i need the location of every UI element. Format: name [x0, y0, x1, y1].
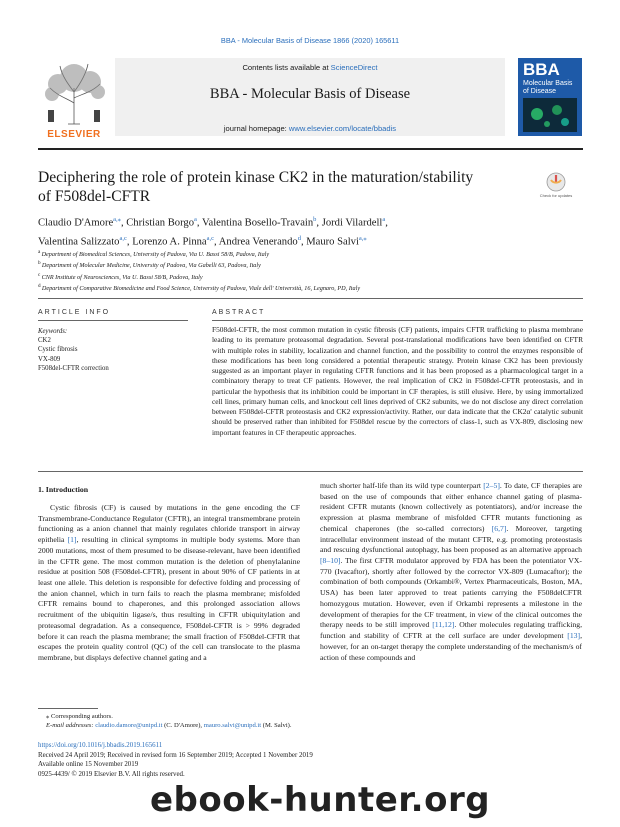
body-column-right	[320, 481, 582, 663]
body-column-left	[38, 503, 300, 664]
author-separator: ,	[385, 217, 388, 229]
email-owner: (M. Salvi).	[261, 722, 292, 730]
affiliation-text: Department of Comparative Biomedicine and Food Science, University of Padova, Viale dell' Università, 16, Legnaro, PD, Italy	[41, 285, 361, 293]
author-name[interactable]: Jordi Vilardell	[321, 217, 383, 229]
watermark: ebook-hunter.org	[150, 780, 491, 820]
author-name[interactable]: Valentina Salizzato	[38, 236, 120, 248]
journal-name: BBA - Molecular Basis of Disease	[209, 86, 411, 102]
elsevier-logo[interactable]	[38, 58, 110, 140]
copyright: 0925-4439/ © 2019 Elsevier B.V. All rights reserved.	[38, 770, 185, 778]
reference-link[interactable]: [13]	[567, 631, 581, 641]
abstract-bottom-rule	[38, 471, 583, 472]
author-name[interactable]: Valentina Bosello-Travain	[202, 217, 314, 229]
check-for-updates-badge[interactable]	[540, 170, 572, 202]
keywords-block	[38, 327, 188, 373]
author-affiliation-marker[interactable]: a	[194, 216, 197, 223]
author-affiliation-marker[interactable]: a	[382, 216, 386, 223]
author-line-2	[38, 231, 583, 250]
text-span: . Other molecules regulating trafficking, function and stability of CFTR at the cell surface are under development	[320, 620, 582, 641]
author-affiliation-marker[interactable]: b	[313, 216, 317, 223]
author-list	[38, 212, 583, 249]
publication-info	[38, 741, 583, 779]
author-separator: ,	[214, 236, 219, 248]
abstract-heading: ABSTRACT	[212, 309, 266, 316]
author-affiliation-marker[interactable]: a,⁎	[113, 216, 121, 223]
author-separator: ,	[120, 217, 127, 229]
email-link[interactable]: claudio.damore@unipd.it	[95, 722, 163, 730]
abstract-rule	[212, 320, 583, 321]
author-line-1	[38, 212, 583, 231]
introduction-heading: 1. Introduction	[38, 485, 89, 494]
header-divider	[38, 148, 583, 150]
abstract-text: F508del-CFTR, the most common mutation in cystic fibrosis (CF) patients, impairs CFTR trafficking to plasma membrane leading to its premature proteasomal degradation. Several post-translational modifications have been identified on CFTR with multiple roles in stability, localization and channel function, and the possibility to control the enzymes responsible of these modifications has been long considered a potential therapeutic strategy. Protein kinase CK2 has been previously suggested as an important player in regulating CFTR functions and it has been proposed as a pharmacological target in a combinatory therapy to treat CF patients. However, the real implication of CK2 in F508del-CFTR proteostasis, and in particular the hypothesis that its inhibition could be important in CF therapies, is still elusive. Here, by using immortalized cell lines, primary human cells, and knockout cell lines deprived of CK2 subunits, we do not disclose any direct correlation between F508del-CFTR proteostasis and CK2 expression/activity. Rather, our data indicate that the CK2α' catalytic subunit should be preserved rather than inhibited for F508del rescue by the correctors of class-1, such as VX-809, disclosing new important features in CF therapeutic approaches.	[212, 325, 583, 437]
journal-homepage	[115, 124, 505, 133]
corresponding-note: ⁎ Corresponding authors.	[46, 713, 113, 720]
contents-prefix: Contents lists available at	[242, 63, 331, 72]
affiliation-marker: c	[38, 271, 42, 278]
affiliation-marker: a	[38, 249, 42, 255]
keyword: CK2	[38, 337, 51, 345]
journal-cover[interactable]	[518, 58, 582, 136]
author-affiliation-marker[interactable]: a,c	[206, 234, 215, 242]
author-separator: ,	[126, 236, 133, 248]
author-affiliation-marker[interactable]: d	[297, 234, 301, 242]
contents-line	[115, 63, 505, 72]
keyword: VX-809	[38, 355, 61, 363]
reference-link[interactable]: [6,7]	[491, 523, 507, 533]
text-span: . Moreover, targeting intracellular environment instead of the mutant CFTR, e.g. promoting proteostasis and rescuing dysfunctional autophagy, has been proposed as an alternative approach	[320, 523, 583, 555]
cover-subtitle: Molecular Basis of Disease	[523, 80, 573, 95]
affiliation	[38, 259, 583, 270]
email-line	[38, 721, 583, 730]
email-label: E-mail addresses:	[46, 722, 96, 730]
journal-citation[interactable]: BBA - Molecular Basis of Disease 1866 (2020) 165611	[220, 36, 400, 45]
author-affiliation-marker[interactable]: a,c	[119, 234, 127, 242]
footnotes	[38, 712, 583, 730]
keyword: F508del-CFTR correction	[38, 364, 109, 372]
author-name[interactable]: Mauro Salvi	[306, 236, 359, 248]
cover-title: BBA	[523, 60, 560, 79]
affiliation	[38, 271, 583, 282]
article-info-heading: ARTICLE INFO	[38, 309, 111, 316]
text-span: , however, for an on-target therapy the complete understanding of the mechanism/s of action of these compounds and	[320, 631, 582, 662]
text-span: . The first CFTR modulator approved by FDA has been the potentiator VX-770 (Ivacaftor), shortly after followed by the corrector VX-809 (Lumacaftor); the combination of both compounds (Orkambi®, Vertex Pharmaceuticals, Boston, MA, USA) has been later approved to treat patients carrying the F508delCFTR homozygous mutation. However, even if Orkambi represents a milestone in the development of therapies for the CF treatment, in view of the clinical outcomes the therapy needs to be still improved	[320, 556, 582, 630]
author-affiliation-marker[interactable]: a,⁎	[358, 234, 367, 242]
text-span: Cystic fibrosis (CF) is caused by mutations in the gene encoding the CF Transmembrane-Conductance Regulator (CFTR), an integral transmembrane protein functioning as a anion channel that mainly regulates chloride transport in airway epithelia	[38, 503, 300, 545]
cover-microscopy-icon	[523, 98, 577, 132]
affiliation	[38, 248, 583, 259]
info-rule	[38, 320, 188, 321]
affiliations	[38, 248, 583, 293]
affiliation-text: CNR Institute of Neurosciences, Via U. Bassi 58/B, Padova, Italy	[41, 273, 203, 281]
affil-divider	[38, 298, 583, 299]
affiliation	[38, 282, 583, 293]
reference-link[interactable]: [2–5]	[483, 481, 500, 490]
text-span: . To date, CF therapies are based on the use of compounds that either enhance channel gating of plasma-resident CFTR mutants (known collectively as potentiators), and/or increase the expression at plasma membrane of misfolded CFTR mutants functioning as chemical chaperones (the so-called correctors)	[320, 481, 582, 533]
affiliation-marker: b	[38, 260, 42, 267]
intro-paragraph	[38, 503, 300, 664]
available-online: Available online 15 November 2019	[38, 761, 139, 769]
homepage-link[interactable]: www.elsevier.com/locate/bbadis	[288, 124, 397, 133]
article-title: Deciphering the role of protein kinase CK2 in the maturation/stability of F508del-CFTR	[38, 169, 474, 205]
text-span: much shorter half-life than its wild type counterpart	[320, 481, 484, 490]
affiliation-marker: d	[38, 283, 42, 290]
author-name[interactable]: Andrea Venerando	[218, 236, 298, 248]
reference-link[interactable]: [8–10]	[320, 556, 341, 566]
reference-link[interactable]: [1]	[67, 535, 77, 545]
cover-image	[523, 98, 577, 132]
sciencedirect-link[interactable]: ScienceDirect	[330, 63, 378, 72]
doi-link[interactable]: https://doi.org/10.1016/j.bbadis.2019.165611	[38, 742, 163, 749]
keyword: Cystic fibrosis	[38, 346, 78, 354]
elsevier-tree-icon	[38, 58, 110, 128]
text-span: , resulting in clinical symptoms in multiple body systems. More than 2000 mutations, most of them presumed to be disease-relevant, have been identified in the CFTR gene. The most common mutation is the deletion of phenylalanine residue at position 508 (F508del-CFTR), present in about 90% of CF patients in at least one allele. This deletion is responsible for defective folding and processing of the anion channel, which in turn fails to reach the plasma membrane; misfolded CFTR remains bound to chaperones, and this prolonged association allows recruitment of the ubiquitin ligase/s, thus resulting in CFTR ubiquitylation and proteasomal degradation. As a consequence, F508del-CFTR is > 99% degraded before it can reach the plasma membrane; the small fraction of F508del-CFTR that escapes the protein quality control (QC) of the cell can translocate to the plasma membrane, but displays defective channel gating and a	[38, 535, 300, 663]
footnote-rule	[38, 708, 98, 709]
email-owner: (C. D'Amore),	[162, 722, 204, 730]
received-dates: Received 24 April 2019; Received in revised form 16 September 2019; Accepted 1 November 2019	[38, 751, 313, 759]
elsevier-wordmark: ELSEVIER	[47, 129, 101, 140]
author-separator: ,	[300, 236, 307, 248]
intro-paragraph-continued	[320, 481, 582, 663]
affiliation-text: Department of Molecular Medicine, University of Padova, Via Gabelli 63, Padova, Italy	[41, 262, 261, 270]
author-separator: ,	[196, 217, 203, 229]
check-updates-label: Check for updates	[539, 193, 573, 198]
email-link[interactable]: mauro.salvi@unipd.it	[203, 722, 262, 730]
author-name[interactable]: Christian Borgo	[126, 217, 195, 229]
author-name[interactable]: Claudio D'Amore	[38, 217, 114, 229]
author-separator: ,	[316, 217, 322, 229]
author-name[interactable]: Lorenzo A. Pinna	[132, 236, 207, 248]
keywords-label: Keywords:	[38, 328, 68, 335]
affiliation-text: Department of Biomedical Sciences, University of Padova, Via U. Bassi 58/B, Padova, Italy	[41, 251, 270, 259]
homepage-prefix: journal homepage:	[223, 124, 289, 133]
reference-link[interactable]: [11,12]	[432, 620, 455, 630]
